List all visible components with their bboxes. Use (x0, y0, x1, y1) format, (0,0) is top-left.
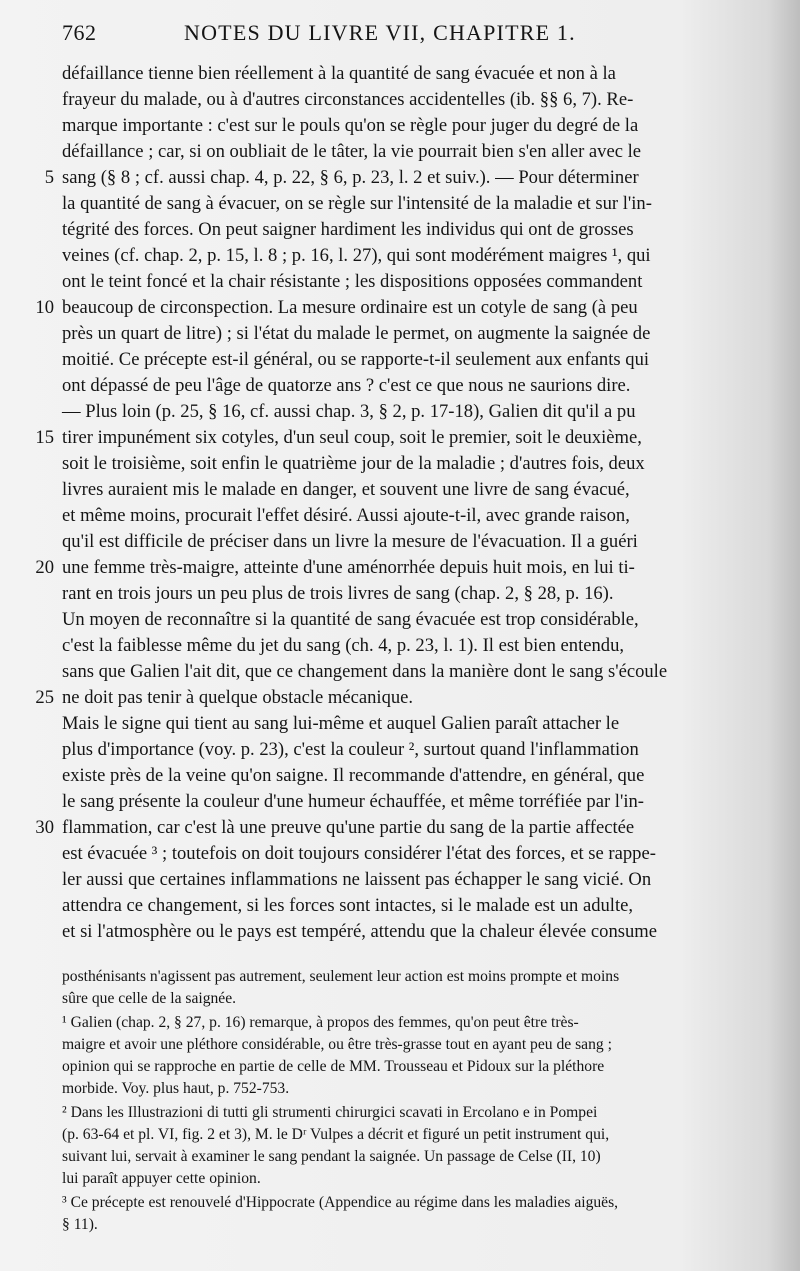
footnote-line: sûre que celle de la saignée. (62, 990, 237, 1007)
text-line: défaillance tienne bien réellement à la quantité de sang évacuée et non à la (62, 63, 616, 84)
text-line: et même moins, procurait l'effet désiré. Aussi ajoute-t-il, avec grande raison, (62, 505, 630, 526)
text-line: la quantité de sang à évacuer, on se règle sur l'intensité de la maladie et sur l'in- (62, 193, 652, 214)
text-line: existe près de la veine qu'on saigne. Il recommande d'attendre, en général, que (62, 765, 645, 786)
line-number: 30 (35, 817, 54, 838)
text-line: livres auraient mis le malade en danger, et souvent une livre de sang évacué, (62, 479, 630, 500)
text-line: veines (cf. chap. 2, p. 15, l. 8 ; p. 16, l. 27), qui sont modérément maigres ¹, qui (62, 245, 651, 266)
text-line: sans que Galien l'ait dit, que ce changement dans la manière dont le sang s'écoule (62, 661, 668, 682)
text-line: ler aussi que certaines inflammations ne laissent pas échapper le sang vicié. On (62, 869, 652, 890)
footnote-line: posthénisants n'agissent pas autrement, seulement leur action est moins prompte et moins (62, 968, 620, 985)
text-line: frayeur du malade, ou à d'autres circonstances accidentelles (ib. §§ 6, 7). Re- (62, 89, 634, 110)
text-line: rant en trois jours un peu plus de trois livres de sang (chap. 2, § 28, p. 16). (62, 583, 614, 604)
text-line: moitié. Ce précepte est-il général, ou se rapporte-t-il seulement aux enfants qui (62, 349, 650, 370)
text-line: une femme très-maigre, atteinte d'une aménorrhée depuis huit mois, en lui ti- (62, 557, 635, 578)
text-line: Un moyen de reconnaître si la quantité de sang évacuée est trop considérable, (62, 609, 639, 630)
text-line: qu'il est difficile de préciser dans un livre la mesure de l'évacuation. Il a guéri (62, 531, 638, 552)
text-line: ont dépassé de peu l'âge de quatorze ans ? c'est ce que nous ne saurions dire. (62, 375, 631, 396)
line-number: 5 (44, 167, 54, 188)
text-line: tégrité des forces. On peut saigner hardiment les individus qui ont de grosses (62, 219, 634, 240)
running-head: NOTES DU LIVRE VII, CHAPITRE 1. (184, 20, 576, 45)
text-line: est évacuée ³ ; toutefois on doit toujours considérer l'état des forces, et se rappe- (62, 843, 656, 864)
text-line: et si l'atmosphère ou le pays est tempéré, attendu que la chaleur élevée consume (62, 921, 658, 942)
text-line: — Plus loin (p. 25, § 16, cf. aussi chap. 3, § 2, p. 17-18), Galien dit qu'il a pu (62, 401, 636, 422)
text-line: c'est la faiblesse même du jet du sang (ch. 4, p. 23, l. 1). Il est bien entendu, (62, 635, 625, 656)
line-number: 25 (35, 687, 54, 708)
text-line: sang (§ 8 ; cf. aussi chap. 4, p. 22, § 6, p. 23, l. 2 et suiv.). — Pour déterminer (62, 167, 639, 188)
text-line: près un quart de litre) ; si l'état du malade le permet, on augmente la saignée de (62, 323, 651, 344)
text-line: beaucoup de circonspection. La mesure ordinaire est un cotyle de sang (à peu (62, 297, 638, 318)
text-line: marque importante : c'est sur le pouls qu'on se règle pour juger du degré de la (62, 115, 639, 136)
footnote-line: lui paraît appuyer cette opinion. (62, 1170, 261, 1187)
footnote-line: ² Dans les Illustrazioni di tutti gli strumenti chirurgici scavati in Ercolano e in Pompei (62, 1104, 598, 1121)
text-line: ne doit pas tenir à quelque obstacle mécanique. (62, 687, 414, 708)
line-number: 10 (35, 297, 54, 318)
text-line: Mais le signe qui tient au sang lui-même et auquel Galien paraît attacher le (62, 713, 620, 734)
text-line: ont le teint foncé et la chair résistante ; les dispositions opposées commandent (62, 271, 643, 292)
text-line: tirer impunément six cotyles, d'un seul coup, soit le premier, soit le deuxième, (62, 427, 642, 448)
page-number: 762 (62, 20, 97, 45)
line-number: 15 (35, 427, 54, 448)
page-header (62, 20, 762, 50)
footnote-line: ¹ Galien (chap. 2, § 27, p. 16) remarque, à propos des femmes, qu'on peut être très- (62, 1014, 579, 1031)
footnote-line: maigre et avoir une pléthore considérable, ou être très-grasse tout en ayant peu de sang ; (62, 1036, 612, 1053)
line-number: 20 (35, 557, 54, 578)
footnote-line: suivant lui, servait à examiner le sang pendant la saignée. Un passage de Celse (II, 10) (62, 1148, 601, 1165)
footnote-line: opinion qui se rapproche en partie de celle de MM. Trousseau et Pidoux sur la pléthore (62, 1058, 605, 1075)
text-line: attendra ce changement, si les forces sont intactes, si le malade est un adulte, (62, 895, 634, 916)
footnote-line: § 11). (62, 1216, 98, 1233)
text-line: le sang présente la couleur d'une humeur échauffée, et même torréfiée par l'in- (62, 791, 644, 812)
text-line: flammation, car c'est là une preuve qu'une partie du sang de la partie affectée (62, 817, 635, 838)
footnote-line: ³ Ce précepte est renouvelé d'Hippocrate (Appendice au régime dans les maladies aiguës, (62, 1194, 619, 1211)
text-line: plus d'importance (voy. p. 23), c'est la couleur ², surtout quand l'inflammation (62, 739, 639, 760)
text-line: défaillance ; car, si on oubliait de le tâter, la vie pourrait bien s'en aller avec le (62, 141, 642, 162)
footnote-line: (p. 63-64 et pl. VI, fig. 2 et 3), M. le Dʳ Vulpes a décrit et figuré un petit instrument qui, (62, 1126, 610, 1143)
text-line: soit le troisième, soit enfin le quatrième jour de la maladie ; d'autres fois, deux (62, 453, 645, 474)
footnote-line: morbide. Voy. plus haut, p. 752-753. (62, 1080, 290, 1097)
